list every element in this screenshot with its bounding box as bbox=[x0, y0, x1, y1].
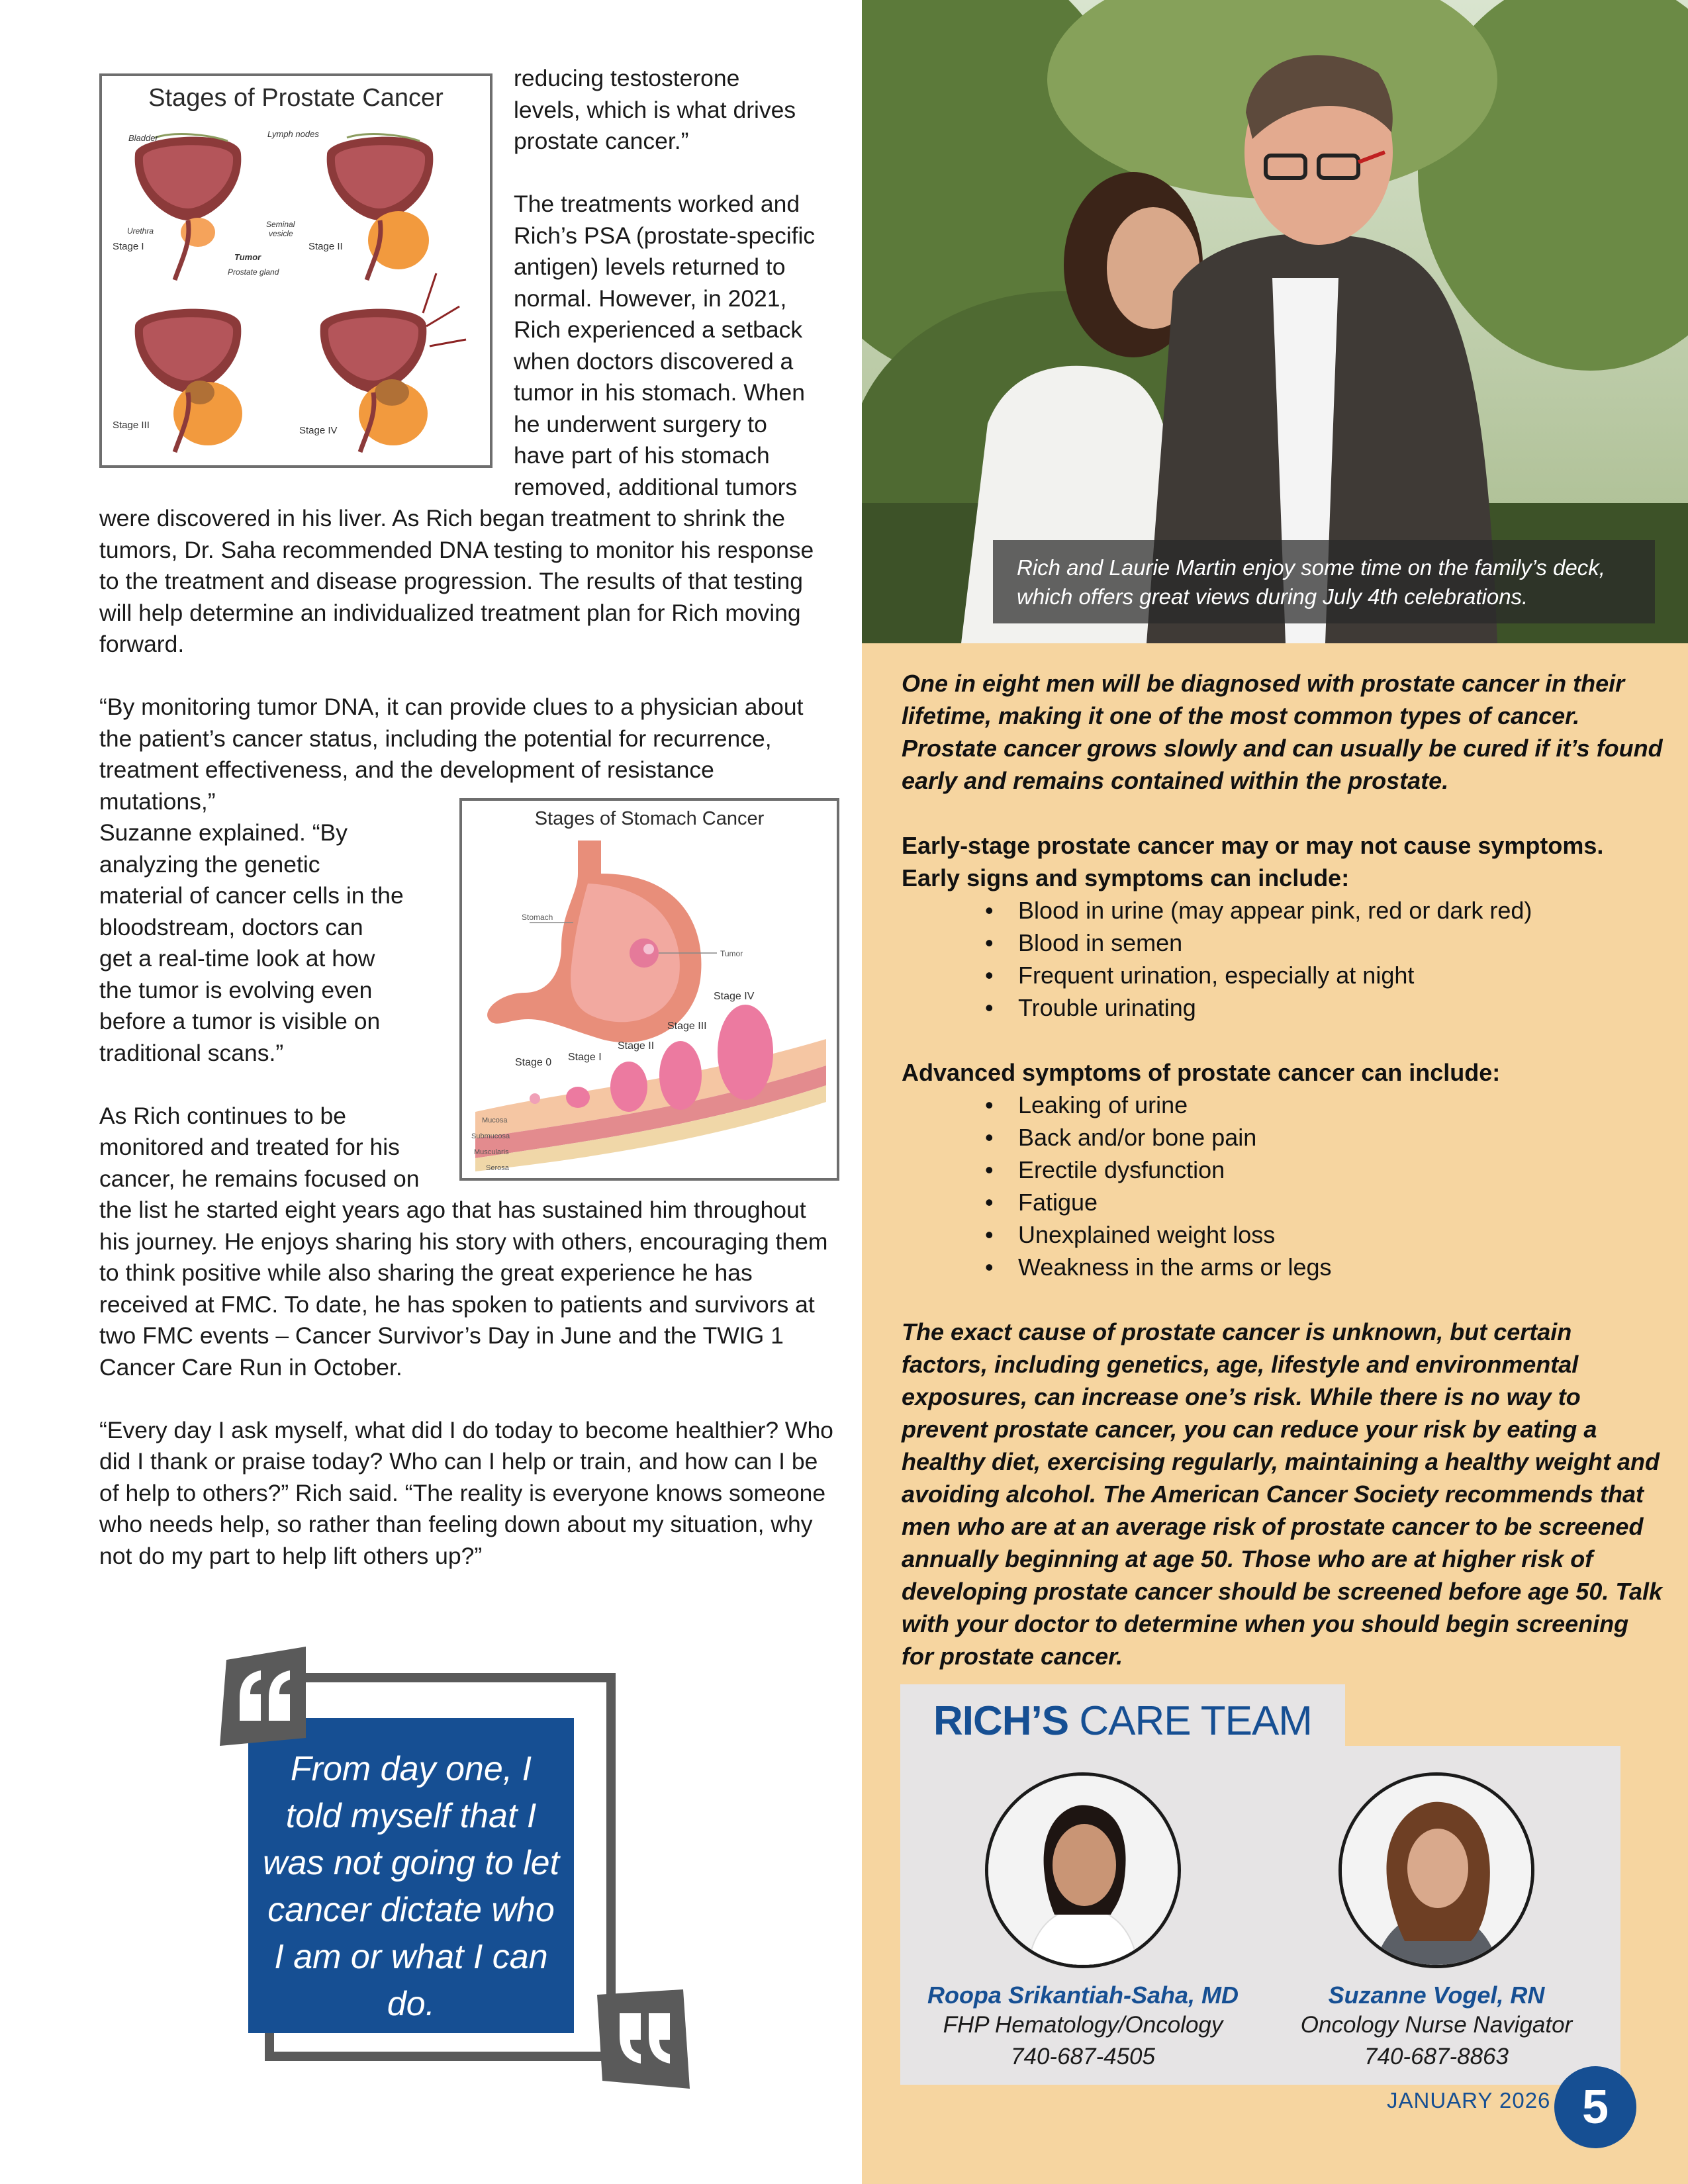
member-name: Suzanne Vogel, RN bbox=[1328, 1981, 1545, 2009]
member-role: FHP Hematology/Oncology bbox=[943, 2012, 1223, 2038]
care-team-member bbox=[911, 1772, 1255, 2073]
list-item: • Leaking of urine bbox=[1018, 1089, 1663, 1121]
article-column bbox=[99, 63, 834, 1572]
lymph-nodes-label: Lymph nodes bbox=[267, 129, 319, 139]
early-symptoms-list bbox=[1018, 894, 1663, 1024]
list-item: • Frequent urination, especially at night bbox=[1018, 959, 1663, 991]
list-item: • Fatigue bbox=[1018, 1186, 1663, 1218]
submucosa-label: Submucosa bbox=[471, 1132, 510, 1140]
page-number: 5 bbox=[1554, 2066, 1636, 2148]
seminal-vesicle-label: Seminal bbox=[266, 220, 295, 229]
list-item: • Unexplained weight loss bbox=[1018, 1218, 1663, 1251]
stage-4-label: Stage IV bbox=[299, 425, 338, 436]
stomach-cancer-stages-figure bbox=[459, 798, 839, 1181]
quote-box bbox=[248, 1718, 574, 2033]
list-item: • Trouble urinating bbox=[1018, 991, 1663, 1024]
article-body bbox=[99, 63, 834, 1572]
advanced-symptoms-heading: Advanced symptoms of prostate cancer can include: bbox=[902, 1059, 1501, 1086]
pull-quote bbox=[218, 1647, 688, 2083]
photo-caption: Rich and Laurie Martin enjoy some time on the family’s deck, which offers great views during July 4th celebrations. bbox=[1017, 555, 1605, 609]
info-outro: The exact cause of prostate cancer is unknown, but certain factors, including genetics, age, lifestyle and environmental exposures, can increase one’s risk. While there is no way to prevent prostate cancer, you can reduce your risk by eating a healthy diet, exercising regularly, maintaining a healthy weight and avoiding alcohol. The American Cancer Society recommends that men who are at an average risk of prostate cancer to be screened annually beginning at age 50. Those who are at higher risk of developing prostate cancer should be screened before age 50. Talk with your doctor to determine when you should begin screening for prostate cancer. bbox=[902, 1318, 1663, 1670]
stage-2-label: Stage II bbox=[308, 241, 343, 252]
advanced-symptoms-list bbox=[1018, 1089, 1663, 1283]
stage-3-label: Stage III bbox=[113, 420, 150, 431]
stomach-figure-title: Stages of Stomach Cancer bbox=[534, 807, 765, 829]
serosa-label: Serosa bbox=[486, 1163, 509, 1172]
open-quote-icon bbox=[220, 1647, 312, 1746]
nurse-portrait bbox=[1342, 1776, 1531, 1965]
list-item: • Erectile dysfunction bbox=[1018, 1154, 1663, 1186]
avatar bbox=[985, 1772, 1181, 1968]
list-item: • Weakness in the arms or legs bbox=[1018, 1251, 1663, 1283]
muscularis-label: Muscularis bbox=[474, 1148, 509, 1156]
avatar bbox=[1338, 1772, 1534, 1968]
member-phone: 740-687-4505 bbox=[1011, 2044, 1155, 2070]
stomach-tumor-label: Tumor bbox=[720, 948, 743, 958]
stomach-stage-0-label: Stage 0 bbox=[515, 1056, 552, 1068]
stomach-stage-1-label: Stage I bbox=[568, 1051, 602, 1063]
bladder-label: Bladder bbox=[128, 133, 158, 143]
care-team-tab bbox=[900, 1684, 1345, 1751]
care-team-member bbox=[1264, 1772, 1609, 2073]
prostate-gland-label: Prostate gland bbox=[228, 267, 279, 277]
quote-text: From day one, I told myself that I was not going to let cancer dictate who I am or what I can do. bbox=[262, 1750, 560, 2023]
doctor-portrait bbox=[988, 1776, 1178, 1965]
member-role: Oncology Nurse Navigator bbox=[1300, 2012, 1573, 2038]
list-item: • Blood in urine (may appear pink, red or dark red) bbox=[1018, 894, 1663, 927]
list-item: • Back and/or bone pain bbox=[1018, 1121, 1663, 1154]
stomach-stage-3-label: Stage III bbox=[667, 1020, 707, 1032]
care-team-title: RICH’S CARE TEAM bbox=[933, 1698, 1312, 1744]
prostate-info-content bbox=[902, 667, 1663, 1672]
paragraph-2: The treatments worked and Rich’s PSA (prostate-specific antigen) levels returned to normal. However, in 2021, Rich experienced a setback when doctors discovered a tumor in his stomach. When he underwent surgery to have part of his stomach removed, additional tumors were discovered in his liver. As Rich began treatment to shrink the tumors, Dr. Saha recommended DNA testing to monitor his response to the treatment and disease progression. The results of that testing will help determine an individualized treatment plan for Rich moving forward. bbox=[99, 191, 816, 657]
seminal-vesicle-label-2: vesicle bbox=[269, 229, 293, 238]
paragraph-1: reducing testosterone levels, which is what drives prostate cancer.” bbox=[514, 65, 796, 154]
info-intro: One in eight men will be diagnosed with prostate cancer in their lifetime, making it one of the most common types of cancer. Prostate cancer grows slowly and can usually be cured if it’s found early and remains contained within the prostate. bbox=[902, 670, 1663, 794]
close-quote-icon bbox=[597, 1989, 690, 2089]
stage-1-label: Stage I bbox=[113, 241, 144, 252]
paragraph-3: “By monitoring tumor DNA, it can provide clues to a physician about the patient’s cancer status, including the potential for recurrence, treatment effectiveness, and the development of Stages of Stomach Cancer Stomach Tumor Stage 0 Stage I Stage II Stage III Stage IV Mucosa Submucosa Muscularis Serosa resistance mutations,” Suzanne explained. “By analyzing the genetic material of cancer cells in the bloodstream, doctors can get a real-time look at how the tumor is evolving even before a tumor is visible on traditional scans.” bbox=[99, 692, 834, 1069]
member-name: Roopa Srikantiah-Saha, MD bbox=[927, 1981, 1239, 2009]
prostate-stages-illustration bbox=[102, 76, 490, 465]
care-team-box bbox=[900, 1746, 1620, 2085]
tumor-label: Tumor bbox=[234, 252, 261, 262]
stomach-label: Stomach bbox=[522, 912, 553, 922]
paragraph-5: “Every day I ask myself, what did I do today to become healthier? Who did I thank or praise today? Who can I help or train, and how can I be of help to others?” Rich said. “The reality is everyone knows someone who needs help, so rather than feeling down about my situation, why not do my part to help lift others up?” bbox=[99, 1416, 833, 1569]
paragraph-4: As Rich continues to be monitored and treated for his cancer, he remains focused on the list he started eight years ago that has sustained him throughout his journey. He enjoys sharing his story with others, encouraging them to think positive while also sharing the great experience he has received at FMC. To date, he has spoken to patients and survivors at two FMC events – Cancer Survivor’s Day in June and the TWIG 1 Cancer Care Run in October. bbox=[99, 1102, 828, 1381]
stomach-stages-illustration bbox=[462, 801, 837, 1178]
list-item: • Blood in semen bbox=[1018, 927, 1663, 959]
photo-caption-box bbox=[993, 540, 1655, 623]
stomach-stage-2-label: Stage II bbox=[618, 1040, 655, 1052]
stomach-stage-4-label: Stage IV bbox=[714, 990, 755, 1002]
prostate-figure-title: Stages of Prostate Cancer bbox=[148, 84, 444, 112]
urethra-label: Urethra bbox=[127, 226, 154, 236]
early-symptoms-heading: Early-stage prostate cancer may or may not cause symptoms. Early signs and symptoms can include: bbox=[902, 832, 1604, 891]
mucosa-label: Mucosa bbox=[482, 1116, 508, 1124]
prostate-cancer-stages-figure bbox=[99, 73, 492, 468]
member-phone: 740-687-8863 bbox=[1364, 2044, 1509, 2070]
issue-date: JANUARY 2026 bbox=[1387, 2088, 1551, 2113]
